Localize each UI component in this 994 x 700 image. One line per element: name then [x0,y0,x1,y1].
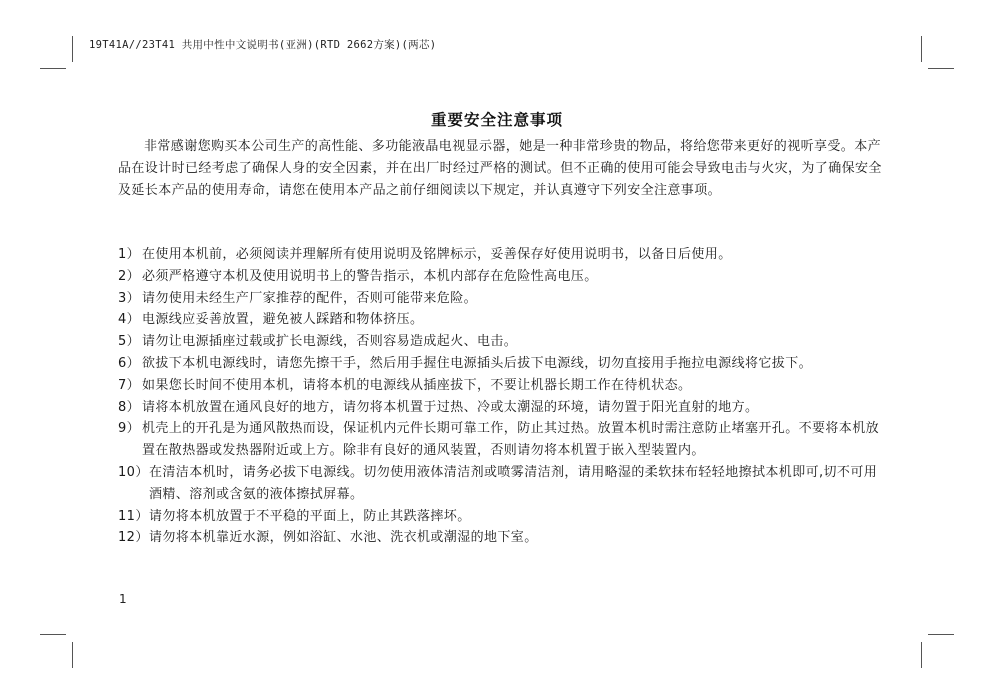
crop-mark-bottom-left-v [72,642,73,668]
rule-item [118,353,888,375]
document-header: 19T41A//23T41 共用中性中文说明书(亚洲)(RTD 2662方案)(两芯) [89,39,437,51]
rule-number: 7） [118,377,141,393]
rule-number: 1） [118,247,141,262]
rule-text: 在使用本机前，必须阅读并理解所有使用说明及铭牌标示，妥善保存好使用说明书，以备日后使用。 [142,247,732,262]
intro-paragraph: 非常感谢您购买本公司生产的高性能、多功能液晶电视显示器，她是一种非常珍贵的物品，将给您带来更好的视听享受。本产品在设计时已经考虑了确保人身的安全因素，并在出厂时经过严格的测试。但不正确的使用可能会导致电击与火灾，为了确保安全及延长本产品的使用寿命，请您在使用本产品之前仔细阅读以下规定，并认真遵守下列安全注意事项。 [118,139,882,198]
rule-item [118,418,888,462]
rule-number: 4） [118,312,141,328]
rule-number: 11） [118,508,149,524]
crop-mark-top-left-v [72,36,73,62]
rule-number: 12） [118,530,149,546]
rule-item [118,506,888,528]
rule-item [118,397,888,419]
rule-text: 必须严格遵守本机及使用说明书上的警告指示，本机内部存在危险性高电压。 [142,268,598,284]
rule-item [118,244,888,266]
rule-text: 如果您长时间不使用本机，请将本机的电源线从插座拔下，不要让机器长期工作在待机状态。 [142,377,692,393]
rule-number: 8） [118,399,141,415]
rule-text: 电源线应妥善放置，避免被人踩踏和物体挤压。 [142,312,424,328]
crop-mark-bottom-right-h [928,634,954,635]
crop-mark-top-right-v [921,36,922,62]
page-number: 1 [119,592,127,606]
rule-text: 请勿将本机靠近水源，例如浴缸、水池、洗衣机或潮湿的地下室。 [149,530,538,546]
rule-text: 欲拔下本机电源线时，请您先擦干手，然后用手握住电源插头后拔下电源线，切勿直接用手拖拉电源线将它拔下。 [142,355,813,371]
rule-text: 请勿将本机放置于不平稳的平面上，防止其跌落摔坏。 [149,508,471,524]
rule-number: 9） [118,421,141,437]
rule-item [118,288,888,310]
rule-text: 请勿让电源插座过载或扩长电源线，否则容易造成起火、电击。 [142,334,518,350]
page-title: 重要安全注意事项 [430,111,563,129]
safety-rules-list [118,244,888,549]
rule-item [118,527,888,549]
rule-item [118,266,888,288]
crop-mark-bottom-left-h [40,634,66,635]
crop-mark-top-right-h [928,68,954,69]
rule-number: 6） [118,355,141,371]
rule-item [118,331,888,353]
crop-mark-top-left-h [40,68,66,69]
rule-text: 请将本机放置在通风良好的地方，请勿将本机置于过热、冷或太潮湿的环境，请勿置于阳光直射的地方。 [142,399,759,415]
rule-item [118,462,888,506]
rule-item [118,375,888,397]
rule-number: 3） [118,290,141,306]
rule-number: 2） [118,268,141,284]
rule-number: 10） [118,464,149,480]
rule-item [118,309,888,331]
rule-text: 请勿使用未经生产厂家推荐的配件，否则可能带来危险。 [142,290,478,306]
rule-text: 机壳上的开孔是为通风散热而设，保证机内元件长期可靠工作，防止其过热。放置本机时需注意防止堵塞开孔。不要将本机放置在散热器或发热器附近或上方。除非有良好的通风装置，否则请勿将本机置于嵌入型装置内。 [142,421,880,459]
rule-number: 5） [118,334,141,350]
rule-text: 在清洁本机时，请务必拔下电源线。切勿使用液体清洁剂或喷雾清洁剂，请用略湿的柔软抹布轻轻地擦拭本机即可,切不可用酒精、溶剂或含氨的液体擦拭屏幕。 [149,464,878,502]
crop-mark-bottom-right-v [921,642,922,668]
